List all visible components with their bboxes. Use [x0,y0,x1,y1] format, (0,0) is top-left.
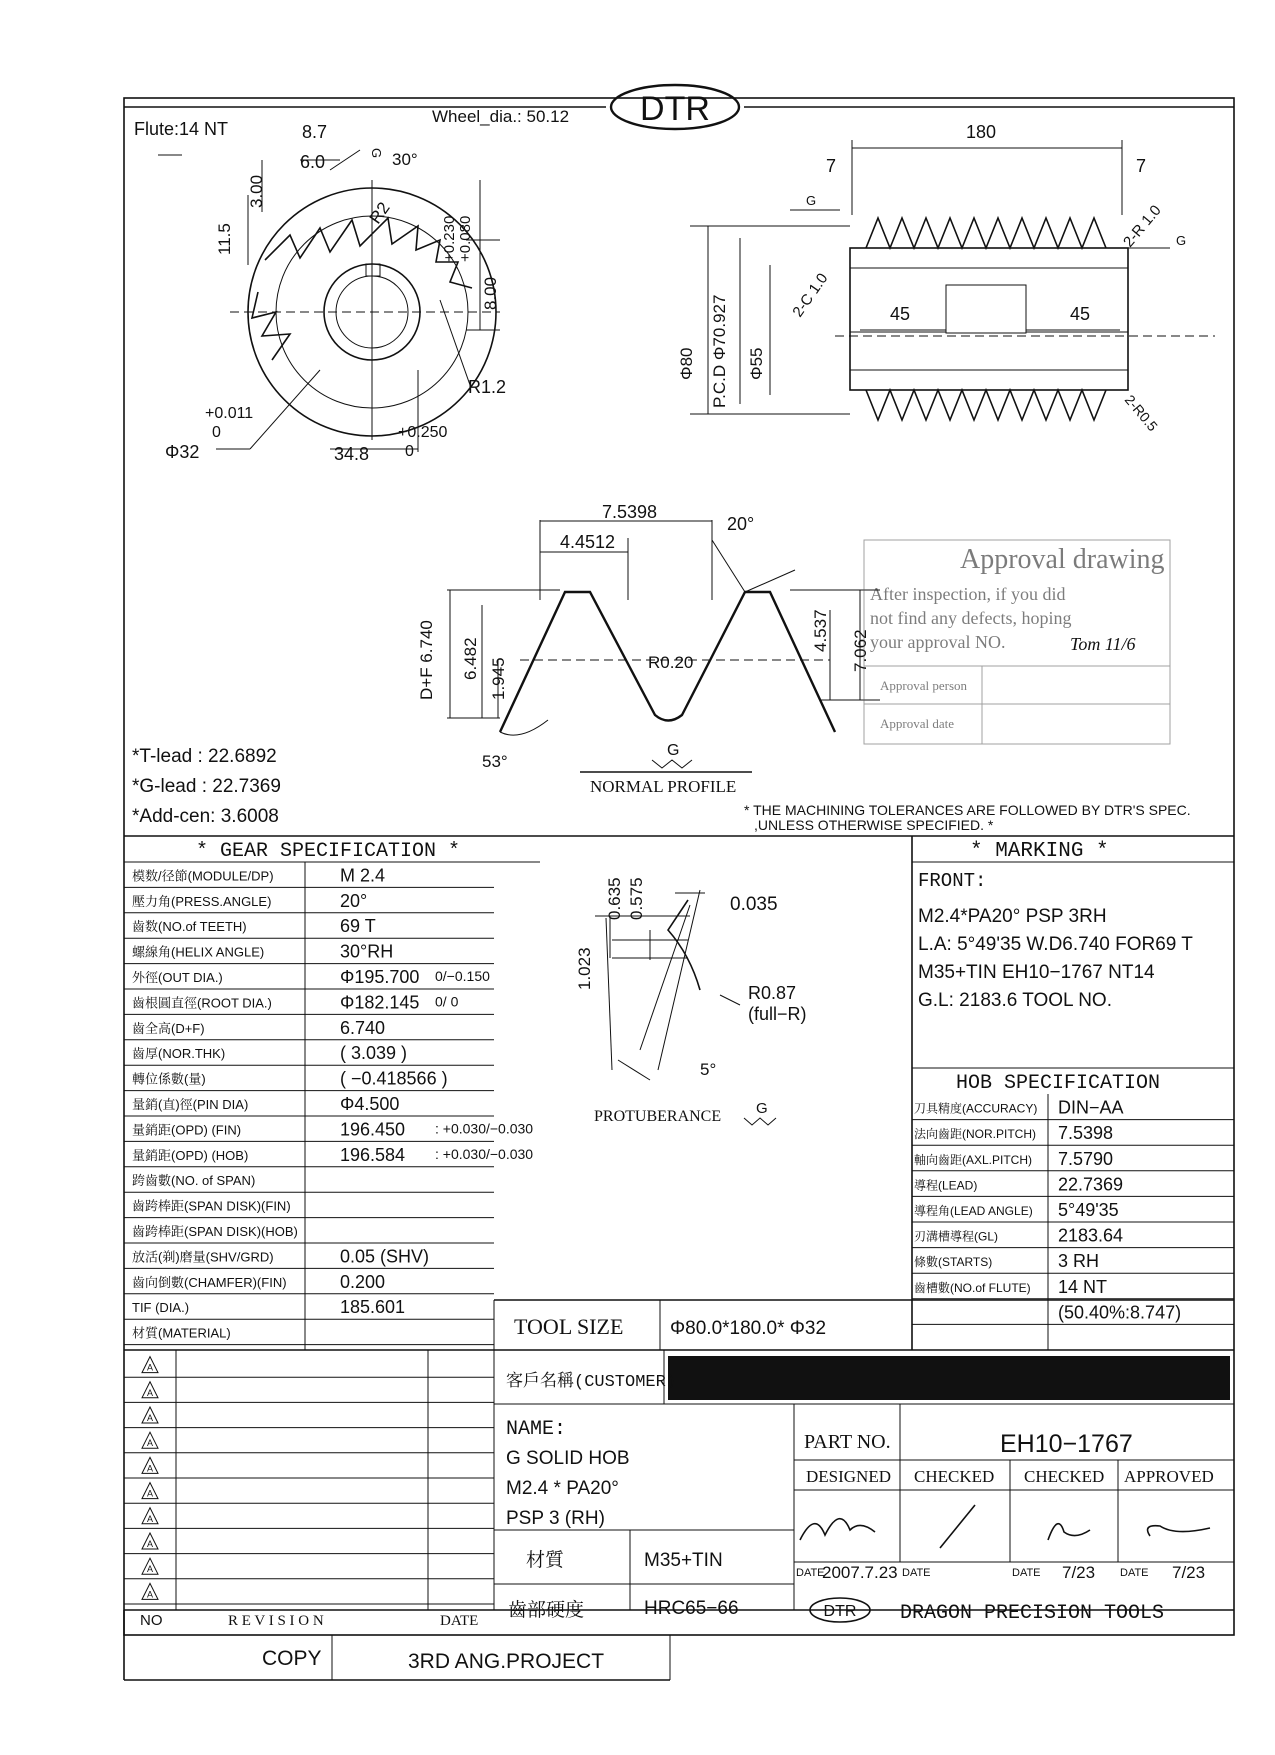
gear-spec-value: 20° [340,890,368,911]
radius-r2: R2 [365,198,394,228]
company-name: DRAGON PRECISION TOOLS [900,1602,1165,1625]
protu-radius-note: (full−R) [748,1004,807,1024]
gear-spec-label: 壓力角(PRESS.ANGLE) [132,893,272,909]
gear-spec-label: 齒数(NO.of TEETH) [132,919,247,935]
protu-angle-5: 5° [700,1060,717,1079]
gear-spec-value: Φ195.700 [340,967,420,987]
revision-mark: A [146,1589,154,1600]
marking-line-1: M2.4*PA20° PSP 3RH [918,906,1107,927]
material-value: M35+TIN [644,1550,723,1571]
date-label-designed: DATE [796,1567,825,1579]
hob-spec-value: (50.40%:8.747) [1058,1302,1182,1323]
part-no-value: EH10−1767 [1000,1430,1133,1458]
gear-spec-label: 跨齒數(NO. of SPAN) [132,1173,256,1189]
gear-spec-value: M 2.4 [340,865,386,886]
gear-spec-tolerance: : +0.030/−0.030 [435,1120,534,1137]
side-bore: Φ55 [747,347,766,380]
side-hub-right: 45 [1070,304,1091,324]
approved-label: APPROVED [1124,1467,1214,1486]
hob-spec-label: 導程(LEAD) [914,1178,978,1193]
side-radius-bottom: 2-R0.5 [1121,391,1161,435]
hob-spec-label: 刃溝槽導程(GL) [914,1229,999,1244]
checked-label-2: CHECKED [1024,1467,1105,1486]
svg-text:Approval drawing: Approval drawing [960,544,1165,575]
gear-spec-label: 外徑(OUT DIA.) [132,970,223,985]
hob-spec-label: 齒槽數(NO.of FLUTE) [914,1280,1031,1295]
hob-spec-table [912,1098,1234,1325]
bore-dia: Φ32 [165,442,200,462]
revision-date-label: DATE [440,1613,479,1629]
hob-spec-label: 法向齒距(NOR.PITCH) [914,1127,1036,1142]
svg-text:not find any defects, hoping: not find any defects, hoping [870,608,1072,628]
hob-spec-label: 條數(STARTS) [914,1255,993,1270]
protu-0575: 0.575 [627,877,646,920]
marking-line-2: L.A: 5°49'35 W.D6.740 FOR69 T [918,934,1193,955]
marking-line-3: M35+TIN EH10−1767 NT14 [918,962,1155,983]
protu-radius: R0.87 [748,983,797,1003]
profile-angle-53: 53° [482,752,508,771]
gear-spec-label: 齒向倒數(CHAMFER)(FIN) [132,1274,287,1290]
gear-spec-label: 模数/径節(MODULE/DP) [132,868,274,884]
gear-spec-table [124,865,533,1344]
gear-spec-label: 螺線角(HELIX ANGLE) [132,944,265,960]
dim-6-0: 6.0 [300,152,326,172]
gear-spec-value: Φ182.145 [340,992,420,1013]
signatures [800,1505,1210,1548]
side-chamfer-right: 2-R 1.0 [1120,201,1165,251]
checked-label-1: CHECKED [914,1467,995,1486]
footer-copy: COPY [262,1647,322,1670]
gear-spec-tolerance: : +0.030/−0.030 [435,1145,534,1162]
tool-size-label: TOOL SIZE [514,1314,624,1339]
customer-redacted [668,1356,1230,1400]
gear-spec-value: 196.584 [340,1144,406,1165]
revision-mark: A [146,1362,154,1373]
hob-spec-value: 7.5398 [1058,1123,1114,1144]
designed-label: DESIGNED [806,1467,891,1486]
key-dim: 34.8 [334,444,370,464]
name-label: NAME: [506,1418,567,1441]
name-line-1: G SOLID HOB [506,1448,630,1469]
hob-spec-label: 刀具精度(ACCURACY) [914,1101,1038,1116]
hob-spec-title: HOB SPECIFICATION [956,1072,1161,1095]
normal-profile-title: NORMAL PROFILE [590,777,737,796]
gear-spec-label: 量銷(直)徑(PIN DIA) [132,1097,249,1112]
key-tol-lower: 0 [405,443,414,460]
name-line-3: PSP 3 (RH) [506,1508,605,1529]
svg-text:DTR: DTR [823,1603,857,1620]
protu-0035: 0.035 [730,894,778,915]
flute-label: Flute:14 NT [134,119,229,139]
side-hub-left: 45 [890,304,911,324]
name-line-2: M2.4 * PA20° [506,1478,619,1499]
grind-mark-front: G [369,148,384,159]
profile-radius: R0.20 [648,653,694,672]
profile-dplusf: D+F 6.740 [417,620,436,700]
marking-title: * MARKING * [970,840,1109,863]
gear-spec-label: 放活(剃)磨量(SHV/GRD) [132,1249,274,1265]
hob-spec-value: DIN−AA [1058,1097,1124,1118]
svg-text:DTR: DTR [640,90,710,128]
gear-spec-label: 齒跨棒距(SPAN DISK)(HOB) [132,1224,298,1239]
tol-plus-0080: +0.080 [457,215,474,262]
gear-spec-value: 0.200 [340,1271,386,1292]
side-pcd: P.C.D Φ70.927 [710,294,729,408]
revision-mark: A [146,1488,154,1499]
gear-spec-value: 30°RH [340,941,394,962]
gear-spec-value: ( −0.418566 ) [340,1068,448,1089]
customer-label: 客戶名稱(CUSTOMER) [506,1373,677,1392]
revision-mark: A [146,1539,154,1549]
hob-spec-value: 7.5790 [1058,1148,1114,1169]
revision-mark: A [146,1564,154,1575]
bore-tol-upper: +0.011 [205,405,254,422]
gear-spec-label: TIF (DIA.) [132,1300,190,1316]
gear-spec-tolerance: 0/−0.150 [435,968,490,984]
gear-spec-label: 量銷距(OPD) (HOB) [132,1147,249,1163]
add-cen: *Add-cen: 3.6008 [132,806,279,827]
dim-8-7: 8.7 [302,122,328,142]
protu-0635: 0.635 [605,877,624,920]
gear-spec-value: 6.740 [340,1017,386,1038]
angle-30: 30° [392,150,418,169]
hob-spec-label: 軸向齒距(AXL.PITCH) [914,1152,1033,1167]
t-lead: *T-lead : 22.6892 [132,746,277,767]
gear-spec-value: 196.450 [340,1119,406,1140]
date-label-checked2: DATE [1012,1567,1041,1579]
date-checked2: 7/23 [1062,1563,1096,1582]
side-length: 180 [966,122,997,142]
hob-spec-value: 3 RH [1058,1251,1100,1272]
revision-mark: A [146,1387,154,1398]
gear-spec-value: 69 T [340,916,376,937]
hardness-label: 齒部硬度 [508,1600,585,1621]
gear-spec-value: 0.05 (SHV) [340,1246,430,1267]
hob-spec-value: 22.7369 [1058,1174,1124,1195]
profile-angle-20: 20° [727,514,755,534]
key-tol-upper: +0.250 [398,424,448,441]
hob-spec-label: 導程角(LEAD ANGLE) [914,1204,1033,1218]
gear-spec-value: 185.601 [340,1297,406,1318]
date-approved: 7/23 [1172,1563,1206,1582]
marking-line-4: G.L: 2183.6 TOOL NO. [918,990,1112,1011]
tolerance-note-2: ,UNLESS OTHERWISE SPECIFIED. * [754,817,994,833]
grind-mark-side-right: G [1176,233,1187,248]
gear-spec-label: 齒全高(D+F) [132,1020,205,1036]
side-od: Φ80 [677,347,696,380]
revision-mark: A [146,1413,154,1423]
svg-text:your approval NO.: your approval NO. [870,632,1006,652]
radius-r1-2: R1.2 [468,377,507,397]
profile-tooth-thk: 4.4512 [560,532,616,552]
hob-spec-value: 5°49'35 [1058,1200,1119,1220]
hob-spec-value: 14 NT [1058,1276,1108,1297]
protu-grind-mark: G [756,1100,768,1117]
revision-table [124,1357,494,1604]
side-end-left: 7 [826,156,837,176]
protu-1023: 1.023 [575,947,594,990]
gear-spec-label: 材質(MATERIAL) [132,1325,231,1341]
part-no-label: PART NO. [804,1431,891,1453]
footer-projection: 3RD ANG.PROJECT [408,1650,605,1673]
side-view [690,140,1215,420]
date-label-approved: DATE [1120,1567,1149,1579]
marking-front-label: FRONT: [918,870,987,892]
wheel-dia-label: Wheel_dia.: 50.12 [432,107,570,126]
svg-text:Approval person: Approval person [880,678,968,693]
side-chamfer-left: 2-C 1.0 [789,270,832,321]
gear-spec-label: 齒跨棒距(SPAN DISK)(FIN) [132,1198,291,1214]
gear-spec-label: 齒厚(NOR.THK) [132,1046,226,1062]
profile-dim-1-945: 1.945 [489,657,508,700]
profile-grind-mark: G [667,742,680,759]
material-label: 材質 [526,1550,565,1571]
g-lead: *G-lead : 22.7369 [132,776,281,797]
bore-tol-lower: 0 [212,424,221,441]
stamp-handwritten: Tom 11/6 [1070,634,1136,654]
protuberance-title: PROTUBERANCE [594,1108,722,1125]
tool-size-value: Φ80.0*180.0* Φ32 [670,1318,827,1339]
gear-spec-value: Φ4.500 [340,1094,400,1114]
profile-dim-6-482: 6.482 [461,637,480,680]
revision-mark: A [146,1513,154,1524]
profile-dim-4-537: 4.537 [811,609,830,652]
svg-text:After inspection, if you did: After inspection, if you did [870,584,1066,604]
dim-3-00: 3.00 [247,174,266,208]
dtr-logo [124,85,1234,129]
gear-spec-label: 量銷距(OPD) (FIN) [132,1122,242,1138]
revision-label: R E V I S I O N [228,1613,324,1629]
gear-spec-value: ( 3.039 ) [340,1043,408,1064]
svg-text:Approval date: Approval date [880,716,955,731]
profile-pitch: 7.5398 [602,502,658,522]
hob-spec-value: 2183.64 [1058,1225,1124,1246]
date-designed: 2007.7.23 [822,1563,898,1582]
dim-8-00: 8.00 [481,276,500,310]
side-end-right: 7 [1136,156,1147,176]
gear-spec-title: * GEAR SPECIFICATION * [196,840,461,863]
grind-mark-side: G [806,193,817,208]
profile-dim-7-062: 7.062 [851,629,870,672]
date-label-checked1: DATE [902,1567,931,1579]
tol-plus-0230: +0.230 [441,215,458,262]
gear-spec-label: 轉位係數(量) [132,1071,206,1087]
revision-mark: A [146,1463,154,1474]
tolerance-note-1: * THE MACHINING TOLERANCES ARE FOLLOWED BY DTR'S SPEC. [744,802,1191,818]
revision-mark: A [146,1438,154,1449]
hardness-value: HRC65−66 [644,1598,739,1619]
revision-no-label: NO [140,1612,163,1629]
gear-spec-label: 齒根圓直徑(ROOT DIA.) [132,995,272,1011]
revision-grid [124,1350,428,1610]
gear-spec-tolerance: 0/ 0 [435,993,459,1010]
dim-11-5: 11.5 [215,223,234,255]
